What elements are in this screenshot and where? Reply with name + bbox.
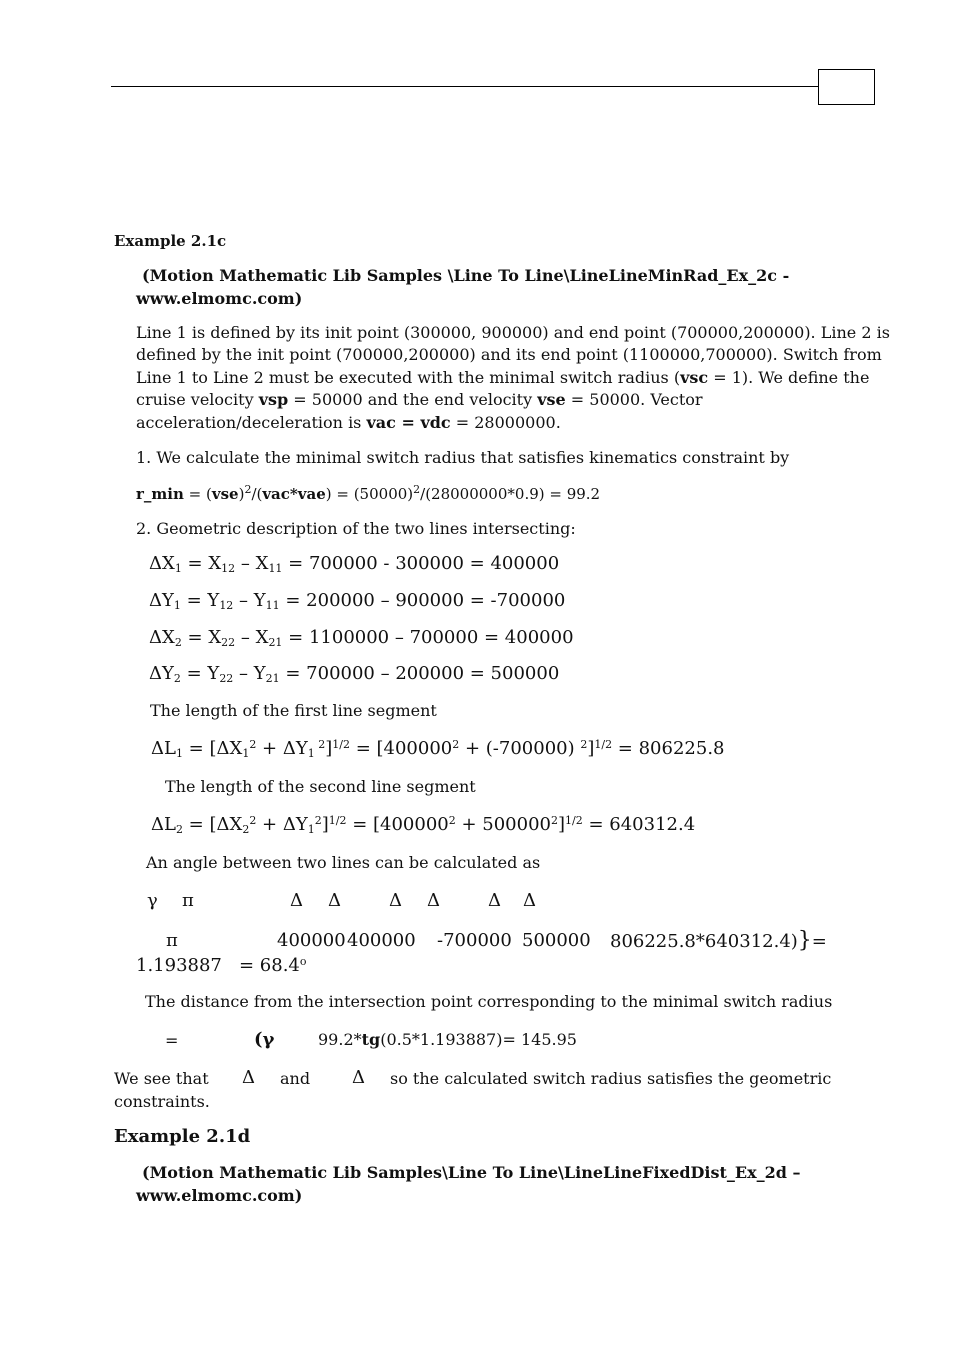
angle-result-rad: 1.193887 — [136, 955, 222, 976]
delta-symbol: Δ — [523, 890, 536, 911]
conclusion-text: and — [280, 1069, 311, 1088]
step-2-text: 2. Geometric description of the two lines intersecting: — [136, 519, 576, 538]
equals-sign: = — [165, 1031, 179, 1050]
gamma-paren: (γ — [254, 1029, 275, 1050]
calc-value: -700000 — [437, 930, 512, 951]
delta-symbol: Δ — [290, 890, 303, 911]
calc-value: 400000 — [347, 930, 416, 951]
angle-label: An angle between two lines can be calculated as — [146, 853, 541, 872]
delta-y1-equation: $\Delta Y_1 = Y_{12} - Y_{11} = 200000 - 900000 = -700000$ — [149, 590, 566, 612]
delta-symbol: Δ — [242, 1067, 255, 1088]
paragraph-line: defined by the init point (700000,200000) and its end point (1100000,700000). Switch from — [136, 345, 882, 364]
example-title: Example 2.1d — [114, 1126, 251, 1147]
example-title: Example 2.1c — [114, 232, 227, 250]
paragraph-line: acceleration/deceleration is vac = vdc = 28000000. — [136, 413, 561, 432]
length-second-label: The length of the second line segment — [165, 777, 476, 796]
pi-symbol: π — [182, 890, 194, 911]
delta-symbol: Δ — [488, 890, 501, 911]
pi-symbol: π — [166, 930, 178, 951]
header-rule — [111, 86, 818, 87]
distance-formula: 99.2*tg(0.5*1.193887)= 145.95 — [318, 1030, 577, 1049]
delta-l1-equation: $\Delta L_1 = [\Delta X_1^2 + \Delta Y_1$ $^2]^{1/2} = [400000^2 + (-700000) ^2]^{1/2} = 806225.8$ — [151, 738, 725, 760]
delta-l2-equation: $\Delta L_2 = [\Delta X_2^2 + \Delta Y_1^2]^{1/2} = [400000^2 + 500000^2]^{1/2} = 640312.4$ — [151, 814, 696, 836]
paragraph-line: Line 1 to Line 2 must be executed with the minimal switch radius (vsc = 1). We define the — [136, 368, 870, 387]
calc-value: 400000 — [277, 930, 346, 951]
sample-path-line2: www.elmomc.com) — [136, 289, 303, 308]
delta-symbol: Δ — [427, 890, 440, 911]
step-1-text: 1. We calculate the minimal switch radius that satisfies kinematics constraint by — [136, 448, 790, 467]
length-first-label: The length of the first line segment — [150, 701, 437, 720]
calc-value: 806225.8*640312.4)}= — [610, 928, 827, 953]
rmin-formula: r_min = $(vse)^2/(vac*vae) = (50000)^2/(28000000*0.9) = 99.2$ — [136, 483, 601, 503]
delta-x1-equation: $\Delta X_1 = X_{12} - X_{11} = 700000 - 300000 = 400000$ — [149, 553, 560, 575]
conclusion-text: constraints. — [114, 1092, 210, 1111]
delta-symbol: Δ — [328, 890, 341, 911]
delta-symbol: Δ — [389, 890, 402, 911]
delta-x2-equation: $\Delta X_2 = X_{22} - X_{21} = 1100000 - 700000 = 400000$ — [149, 627, 574, 649]
delta-symbol: Δ — [352, 1067, 365, 1088]
distance-label: The distance from the intersection point corresponding to the minimal switch radius — [145, 992, 833, 1011]
gamma-symbol: γ — [147, 890, 158, 911]
sample-path-line1: (Motion Mathematic Lib Samples\Line To Line\LineLineFixedDist_Ex_2d – — [142, 1163, 801, 1182]
sample-path-line1: (Motion Mathematic Lib Samples \Line To Line\LineLineMinRad_Ex_2c - — [142, 266, 790, 285]
delta-y2-equation: $\Delta Y_2 = Y_{22} - Y_{21} = 700000 - 200000 = 500000$ — [149, 663, 560, 685]
sample-path-line2: www.elmomc.com) — [136, 1186, 303, 1205]
paragraph-line: cruise velocity vsp = 50000 and the end velocity vse = 50000. Vector — [136, 390, 703, 409]
conclusion-text: We see that — [114, 1069, 209, 1088]
page-number-box — [818, 69, 875, 105]
paragraph-line: Line 1 is defined by its init point (300000, 900000) and end point (700000,200000). Line 2 is — [136, 323, 890, 342]
calc-value: 500000 — [522, 930, 591, 951]
angle-result-deg: = $68.4^o$ — [239, 955, 307, 976]
conclusion-text: so the calculated switch radius satisfies the geometric — [390, 1069, 832, 1088]
